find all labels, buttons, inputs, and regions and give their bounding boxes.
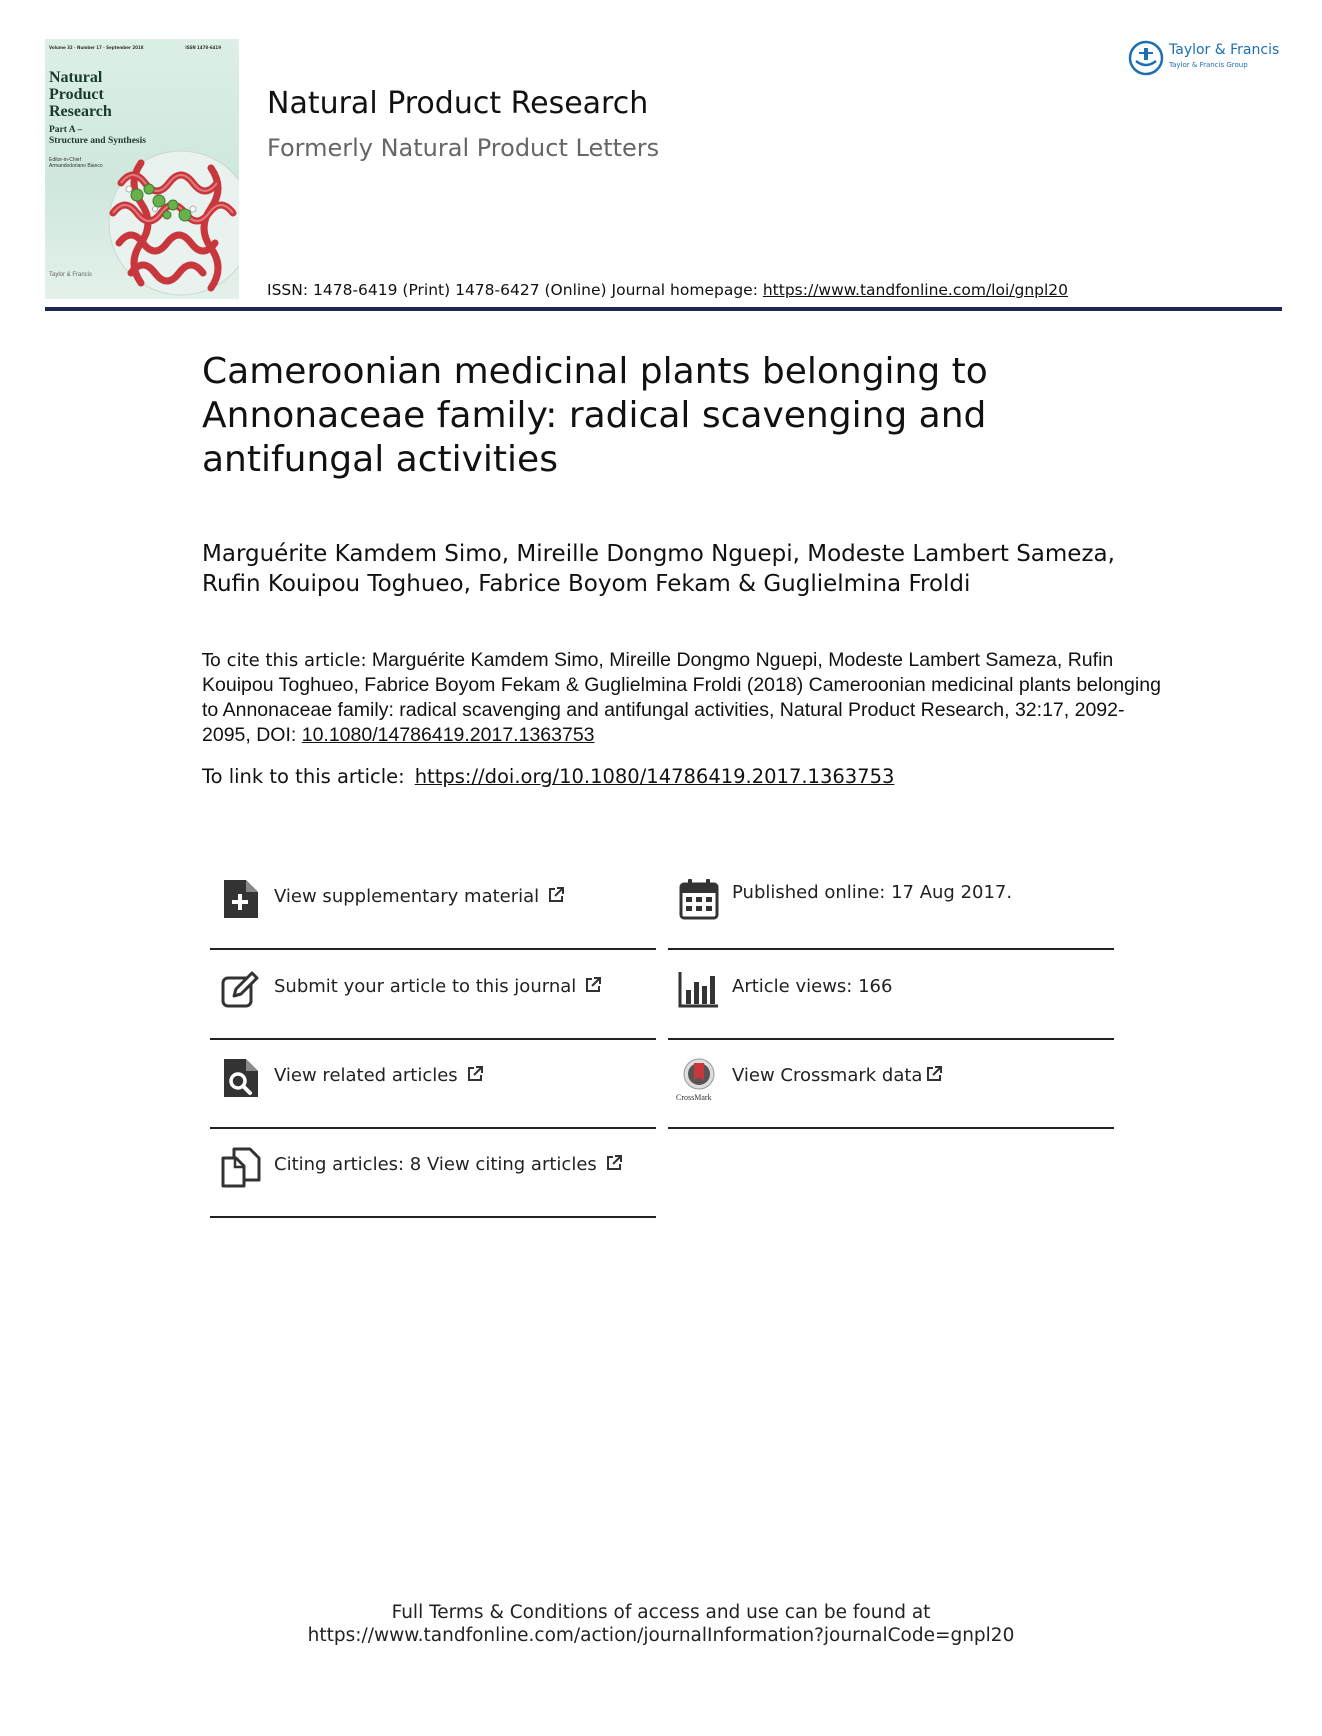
cell-divider <box>210 948 656 950</box>
article-title: Cameroonian medicinal plants belonging to Annonaceae family: radical scavenging and antifungal activities <box>202 351 988 480</box>
submit-label: Submit your article to this journal <box>274 976 577 997</box>
cover-title: Natural Product Research <box>49 69 112 120</box>
publisher-group: Taylor & Francis Group <box>1169 61 1248 69</box>
cell-divider <box>210 1216 656 1218</box>
external-link-icon <box>605 1154 623 1172</box>
calendar-icon <box>678 878 720 920</box>
supplementary-material-cell[interactable] <box>210 864 656 950</box>
journal-former-name: Formerly Natural Product Letters <box>267 134 660 162</box>
external-link-icon <box>466 1065 484 1083</box>
edit-icon <box>220 968 262 1010</box>
publisher-name: Taylor & Francis <box>1169 42 1280 58</box>
taylor-francis-emblem-icon <box>1128 40 1164 76</box>
header-divider <box>45 307 1282 311</box>
cell-divider <box>210 1127 656 1129</box>
cite-text: Marguérite Kamdem Simo, Mireille Dongmo Nguepi, Modeste Lambert Sameza, Rufin Kouipou Toghueo, Fabrice Boyom Fekam & Guglielmina Froldi (2018) Cameroonian medicinal plants belonging to Annonaceae family: radical scavenging and antifungal activities, Natural Product Research, 32:17, 2092-2095, DOI: <box>202 649 1161 746</box>
cell-divider <box>668 948 1114 950</box>
journal-homepage-link[interactable]: https://www.tandfonline.com/loi/gnpl20 <box>762 281 1069 299</box>
document-search-icon <box>220 1057 262 1099</box>
taylor-francis-logo[interactable] <box>1128 40 1288 76</box>
cite-doi-link[interactable]: 10.1080/14786419.2017.1363753 <box>301 724 595 746</box>
cite-label: To cite this article: <box>202 650 367 671</box>
citing-articles-cell[interactable] <box>210 1132 656 1218</box>
supplementary-label: View supplementary material <box>274 886 540 907</box>
citation-block <box>202 648 1162 748</box>
citing-label: Citing articles: 8 View citing articles <box>274 1154 597 1175</box>
cover-publisher: Taylor & Francis <box>49 272 93 278</box>
crossmark-label: View Crossmark data <box>732 1065 923 1086</box>
crossmark-caption: CrossMark <box>676 1093 712 1102</box>
copy-documents-icon <box>220 1146 262 1188</box>
related-label: View related articles <box>274 1065 458 1086</box>
journal-title: Natural Product Research <box>267 86 649 121</box>
crossmark-cell[interactable] <box>668 1043 1114 1129</box>
issn-text: ISSN: 1478-6419 (Print) 1478-6427 (Online) Journal homepage: <box>267 281 763 299</box>
cover-editor: Editor-in-Chief Armandodoriano Bianco <box>49 157 103 169</box>
article-views-cell <box>668 954 1114 1040</box>
article-authors: Marguérite Kamdem Simo, Mireille Dongmo Nguepi, Modeste Lambert Sameza, Rufin Kouipou Toghueo, Fabrice Boyom Fekam & Guglielmina Froldi <box>202 541 1115 597</box>
file-plus-icon <box>220 878 262 920</box>
cover-issn: ISSN 1478-6419 <box>185 45 221 50</box>
article-link-line <box>202 765 1162 788</box>
protein-helix-illustration <box>101 143 239 299</box>
published-online-label: Published online: 17 Aug 2017. <box>732 882 1013 903</box>
submit-article-cell[interactable] <box>210 954 656 1040</box>
article-doi-link[interactable]: https://doi.org/10.1080/14786419.2017.1363753 <box>414 765 895 788</box>
external-link-icon <box>547 886 565 904</box>
article-views-label: Article views: 166 <box>732 976 893 997</box>
cell-divider <box>668 1038 1114 1040</box>
cell-divider <box>210 1038 656 1040</box>
published-online-cell <box>668 864 1114 950</box>
related-articles-cell[interactable] <box>210 1043 656 1129</box>
external-link-icon <box>925 1065 943 1083</box>
issn-line <box>267 281 1068 299</box>
cover-subtitle: Part A – Structure and Synthesis <box>49 125 146 146</box>
bar-chart-icon <box>678 968 720 1010</box>
journal-cover-image <box>45 39 239 299</box>
cover-volume-line: Volume 32 · Number 17 · September 2018 <box>49 45 144 50</box>
link-label: To link to this article: <box>202 765 405 788</box>
terms-line: Full Terms & Conditions of access and use can be found at <box>391 1602 931 1623</box>
cell-divider <box>668 1127 1114 1129</box>
external-link-icon <box>584 976 602 994</box>
terms-url[interactable]: https://www.tandfonline.com/action/journalInformation?journalCode=gnpl20 <box>307 1625 1015 1646</box>
terms-footer <box>261 1601 1061 1647</box>
